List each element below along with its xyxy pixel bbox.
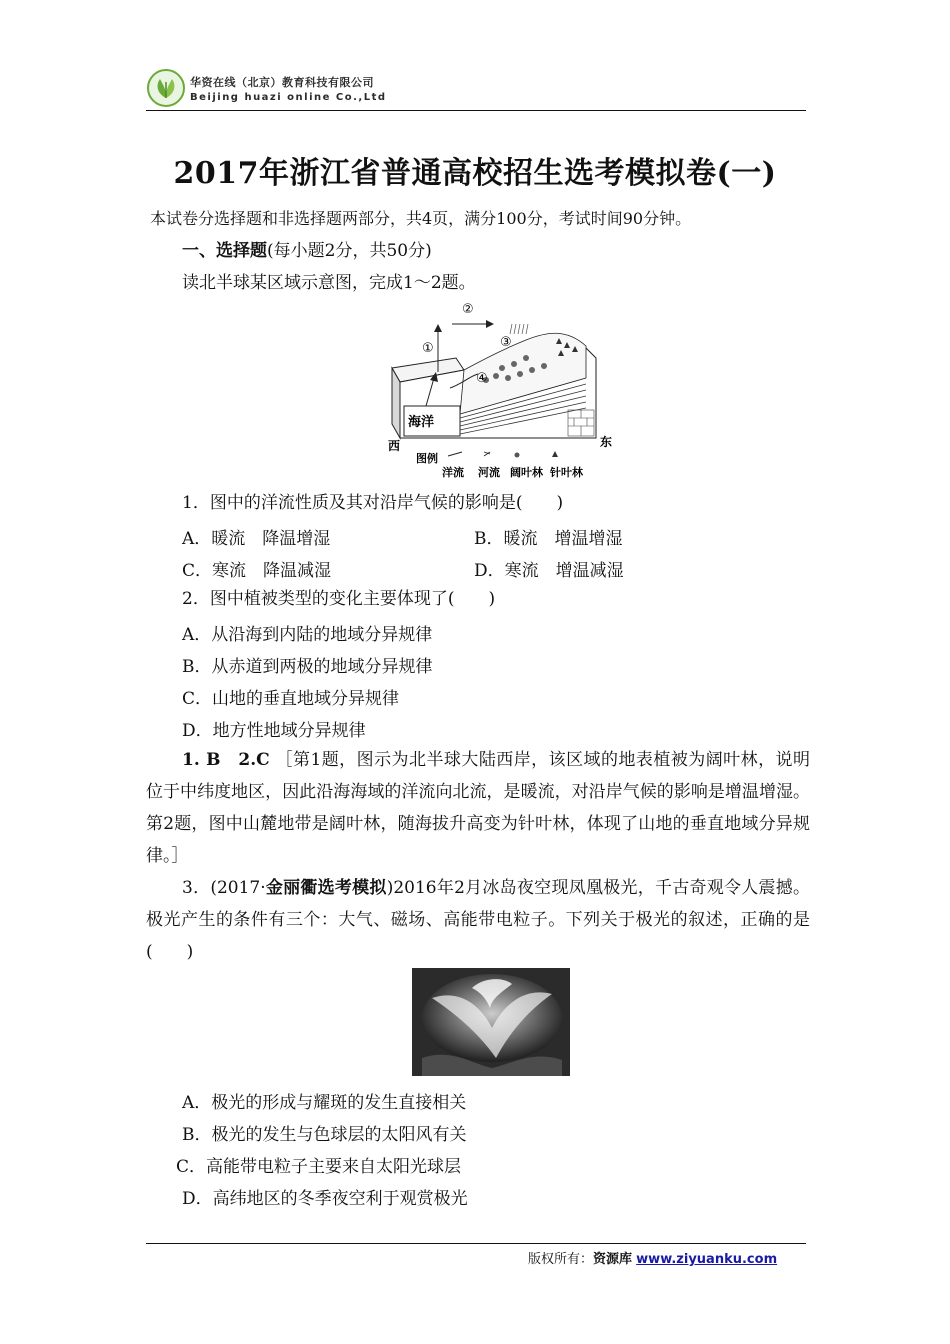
east-label: 东 bbox=[600, 435, 612, 449]
marker-4: ④ bbox=[476, 371, 488, 386]
legend-river: 河流 bbox=[478, 466, 500, 479]
q1-option-b: B．暖流 增温增湿 bbox=[474, 529, 623, 549]
footer-divider bbox=[146, 1243, 806, 1244]
q1-option-d: D．寒流 增温减湿 bbox=[474, 561, 624, 581]
q3-source: 金丽衢选考模拟 bbox=[265, 878, 387, 898]
header-divider bbox=[146, 110, 806, 111]
aurora-photo bbox=[412, 968, 570, 1076]
q3-prefix: 3．(2017· bbox=[182, 878, 266, 898]
legend-current: 洋流 bbox=[442, 466, 464, 479]
west-label: 西 bbox=[388, 439, 401, 453]
marker-2-text: ② bbox=[462, 302, 474, 317]
exam-title: 2017年浙江省普通高校招生选考模拟卷(一) bbox=[173, 156, 777, 191]
footer-library: 资源库 bbox=[593, 1252, 633, 1267]
q2-option-b: B．从赤道到两极的地域分异规律 bbox=[182, 657, 433, 677]
section-note: (每小题2分，共50分) bbox=[267, 241, 432, 261]
q3-stem bbox=[146, 872, 810, 968]
footer bbox=[528, 1248, 777, 1267]
q2-option-a: A．从沿海到内陆的地域分异规律 bbox=[182, 625, 433, 645]
legend-broadleaf: 阔叶林 bbox=[510, 466, 543, 479]
q1-option-a: A．暖流 降温增湿 bbox=[182, 529, 331, 549]
company-name-cn: 华资在线（北京）教育科技有限公司 bbox=[190, 76, 374, 89]
company-logo-icon bbox=[146, 68, 186, 108]
legend-conifer: 针叶林 bbox=[550, 466, 583, 479]
q1-option-c: C．寒流 降温减湿 bbox=[182, 561, 332, 581]
legend-title: 图例 bbox=[416, 452, 438, 465]
exam-intro: 本试卷分选择题和非选择题两部分，共4页，满分100分，考试时间90分钟。 bbox=[150, 209, 692, 228]
q2-stem: 2．图中植被类型的变化主要体现了( ) bbox=[182, 589, 496, 609]
q3-option-c: C．高能带电粒子主要来自太阳光球层 bbox=[176, 1157, 462, 1177]
marker-3: ③ bbox=[500, 335, 512, 350]
answer-1-2 bbox=[146, 744, 810, 872]
q3-option-d: D．高纬地区的冬季夜空利于观赏极光 bbox=[182, 1189, 468, 1209]
answer-key: 1. B 2.C bbox=[182, 750, 270, 770]
footer-label: 版权所有： bbox=[528, 1252, 594, 1267]
section-heading bbox=[182, 240, 432, 262]
q3-option-b: B．极光的发生与色球层的太阳风有关 bbox=[182, 1125, 467, 1145]
region-diagram bbox=[386, 318, 612, 480]
q3-stem-text: )2016年2月冰岛夜空现凤凰极光，千古奇观令人震撼。极光产生的条件有三个：大气、磁场、高能带电粒子。下列关于极光的叙述，正确的是( ) bbox=[146, 878, 811, 962]
answer-explanation: ［第1题，图示为北半球大陆西岸，该区域的地表植被为阔叶林，说明位于中纬度地区，因此沿海海域的洋流向北流，是暖流，对沿岸气候的影响是增温增湿。第2题，图中山麓地带是阔叶林，随海拔升高变为针叶林，体现了山地的垂直地域分异规律。］ bbox=[146, 750, 810, 866]
section-title: 一、选择题 bbox=[182, 241, 267, 261]
q2-option-c: C．山地的垂直地域分异规律 bbox=[182, 689, 400, 709]
q1-stem: 1．图中的洋流性质及其对沿岸气候的影响是( ) bbox=[182, 493, 564, 513]
passage-intro: 读北半球某区域示意图，完成1～2题。 bbox=[182, 273, 476, 293]
q2-option-d: D．地方性地域分异规律 bbox=[182, 721, 366, 741]
ocean-label: 海洋 bbox=[408, 415, 435, 430]
marker-1: ① bbox=[422, 341, 434, 356]
footer-site-link[interactable]: www.ziyuanku.com bbox=[636, 1252, 778, 1267]
q3-option-a: A．极光的形成与耀斑的发生直接相关 bbox=[182, 1093, 467, 1113]
company-name-en: Beijing huazi online Co.,Ltd bbox=[190, 92, 387, 103]
